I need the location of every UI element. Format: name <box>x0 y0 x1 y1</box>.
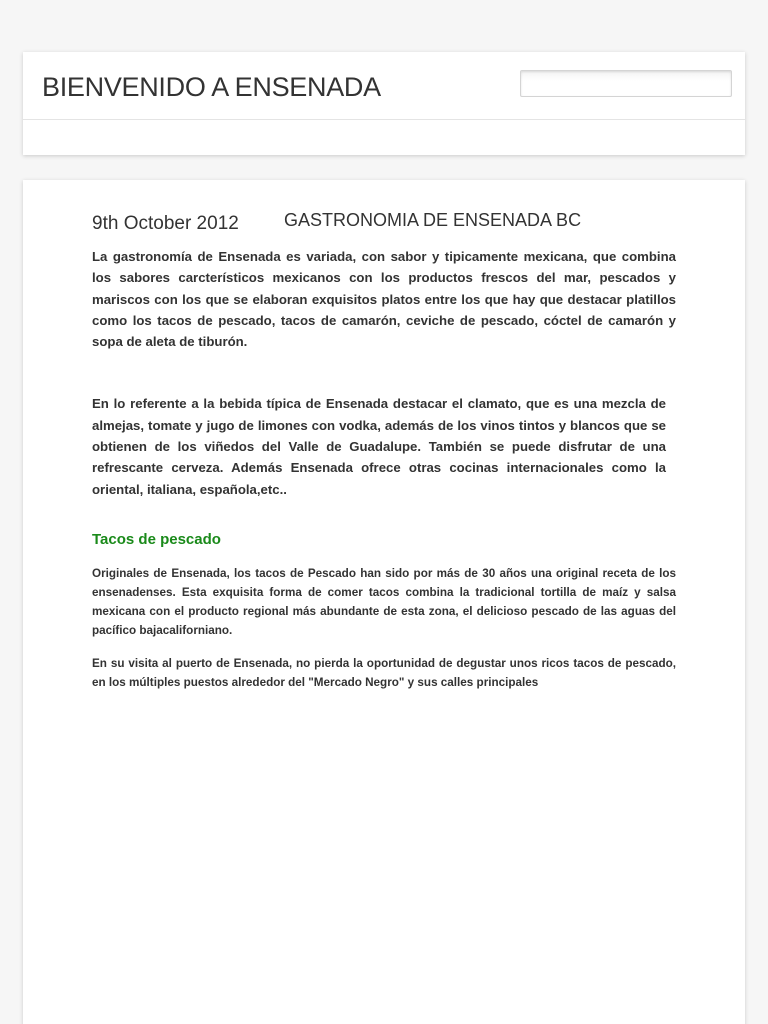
post-body <box>92 246 676 692</box>
post-title[interactable]: GASTRONOMIA DE ENSENADA BC <box>284 210 582 230</box>
section-paragraph: En su visita al puerto de Ensenada, no pierda la oportunidad de degustar unos ricos tacos de pescado, en los múltiples puestos alrededor del "Mercado Negro" y sus calles principales <box>92 656 676 689</box>
post-date: 9th October 2012 <box>92 213 239 234</box>
post-card <box>23 180 745 1024</box>
header-title-bar <box>23 52 745 120</box>
post-header <box>92 210 692 240</box>
post-paragraph: La gastronomía de Ensenada es variada, con sabor y tipicamente mexicana, que combina los sabores carcterísticos mexicanos con los productos frescos del mar, pescados y mariscos con los que se elaboran exquisitos platos entre los que hay que destacar platillos como los tacos de pescado, tacos de camarón, ceviche de pescado, cóctel de camarón y sopa de aleta de tiburón. <box>92 249 676 350</box>
blog-header <box>23 52 745 155</box>
post-paragraph: En lo referente a la bebida típica de Ensenada destacar el clamato, que es una mezcla de almejas, tomate y jugo de limones con vodka, además de los vinos tintos y blancos que se obtienen de los viñedos del Valle de Guadalupe. También se puede disfrutar de una refrescante cerveza. Además Ensenada ofrece otras cocinas internacionales como la oriental, italiana, española,etc.. <box>92 396 666 497</box>
header-nav-bar <box>23 120 745 155</box>
blog-title[interactable]: BIENVENIDO A ENSENADA <box>42 72 381 102</box>
search-input[interactable] <box>520 70 732 97</box>
section-heading: Tacos de pescado <box>92 530 221 548</box>
section-paragraph: Originales de Ensenada, los tacos de Pescado han sido por más de 30 años una original receta de los ensenadenses. Esta exquisita forma de comer tacos combina la tradicional tortilla de maíz y salsa mexicana con el producto regional más abundante de esta zona, el delicioso pescado de las aguas del pacífico bajacaliforniano. <box>92 566 676 637</box>
